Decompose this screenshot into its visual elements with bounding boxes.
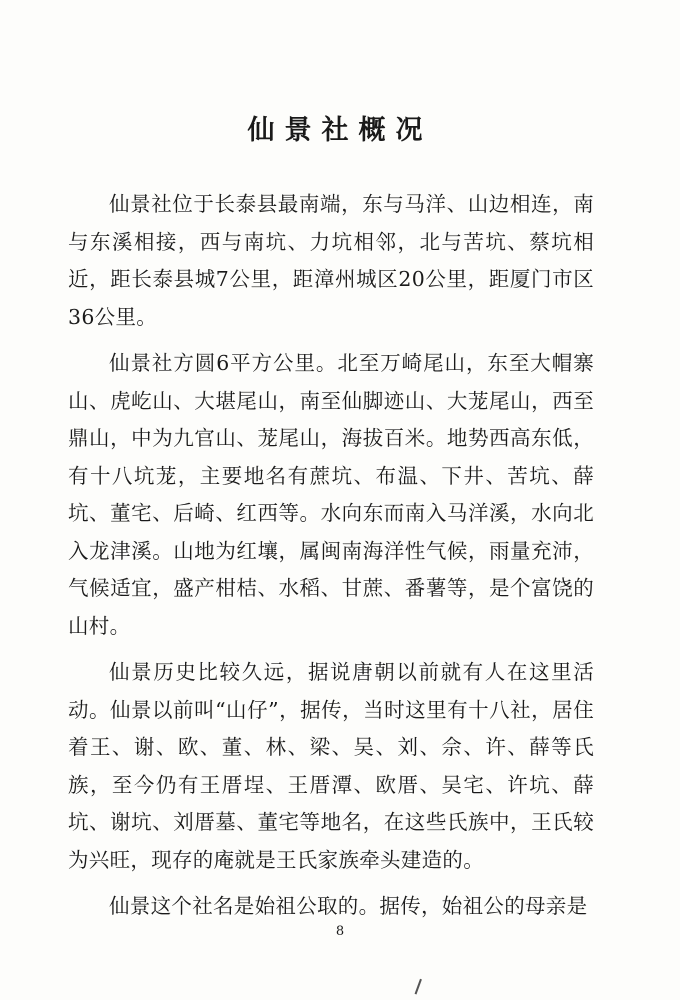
body-text (68, 186, 594, 935)
page-number: 8 (335, 924, 345, 939)
page-title: 仙景社概况 (247, 115, 433, 146)
paragraph: 仙景历史比较久远，据说唐朝以前就有人在这里活动。仙景以前叫“山仔”，据传，当时这里有十八社，居住着王、谢、欧、董、林、梁、吴、刘、佘、许、薛等氏族，至今仍有王厝埕、王厝潭、欧厝、吴宅、许坑、薛坑、谢坑、刘厝墓、董宅等地名，在这些氏族中，王氏较为兴旺，现存的庵就是王氏家族牵头建造的。 (68, 660, 594, 872)
paragraph: 仙景这个社名是始祖公取的。据传，始祖公的母亲是 (109, 894, 588, 918)
paragraph: 仙景社位于长泰县最南端，东与马洋、山边相连，南与东溪相接，西与南坑、力坑相邻，北与苦坑、蔡坑相近，距长泰县城7公里，距漳州城区20公里，距厦门市区36公里。 (68, 192, 594, 329)
paragraph: 仙景社方圆6平方公里。北至万崎尾山，东至大帽寨山、虎屹山、大堪尾山，南至仙脚迹山、大茏尾山，西至鼎山，中为九官山、茏尾山，海拔百米。地势西高东低，有十八坑茏，主要地名有蔗坑、布温、下井、苦坑、薛坑、董宅、后崎、红西等。水向东而南入马洋溪，水向北入龙津溪。山地为红壤，属闽南海洋性气候，雨量充沛，气候适宜，盛产柑桔、水稻、甘蔗、番薯等，是个富饶的山村。 (68, 351, 594, 638)
scan-mark (415, 979, 430, 997)
